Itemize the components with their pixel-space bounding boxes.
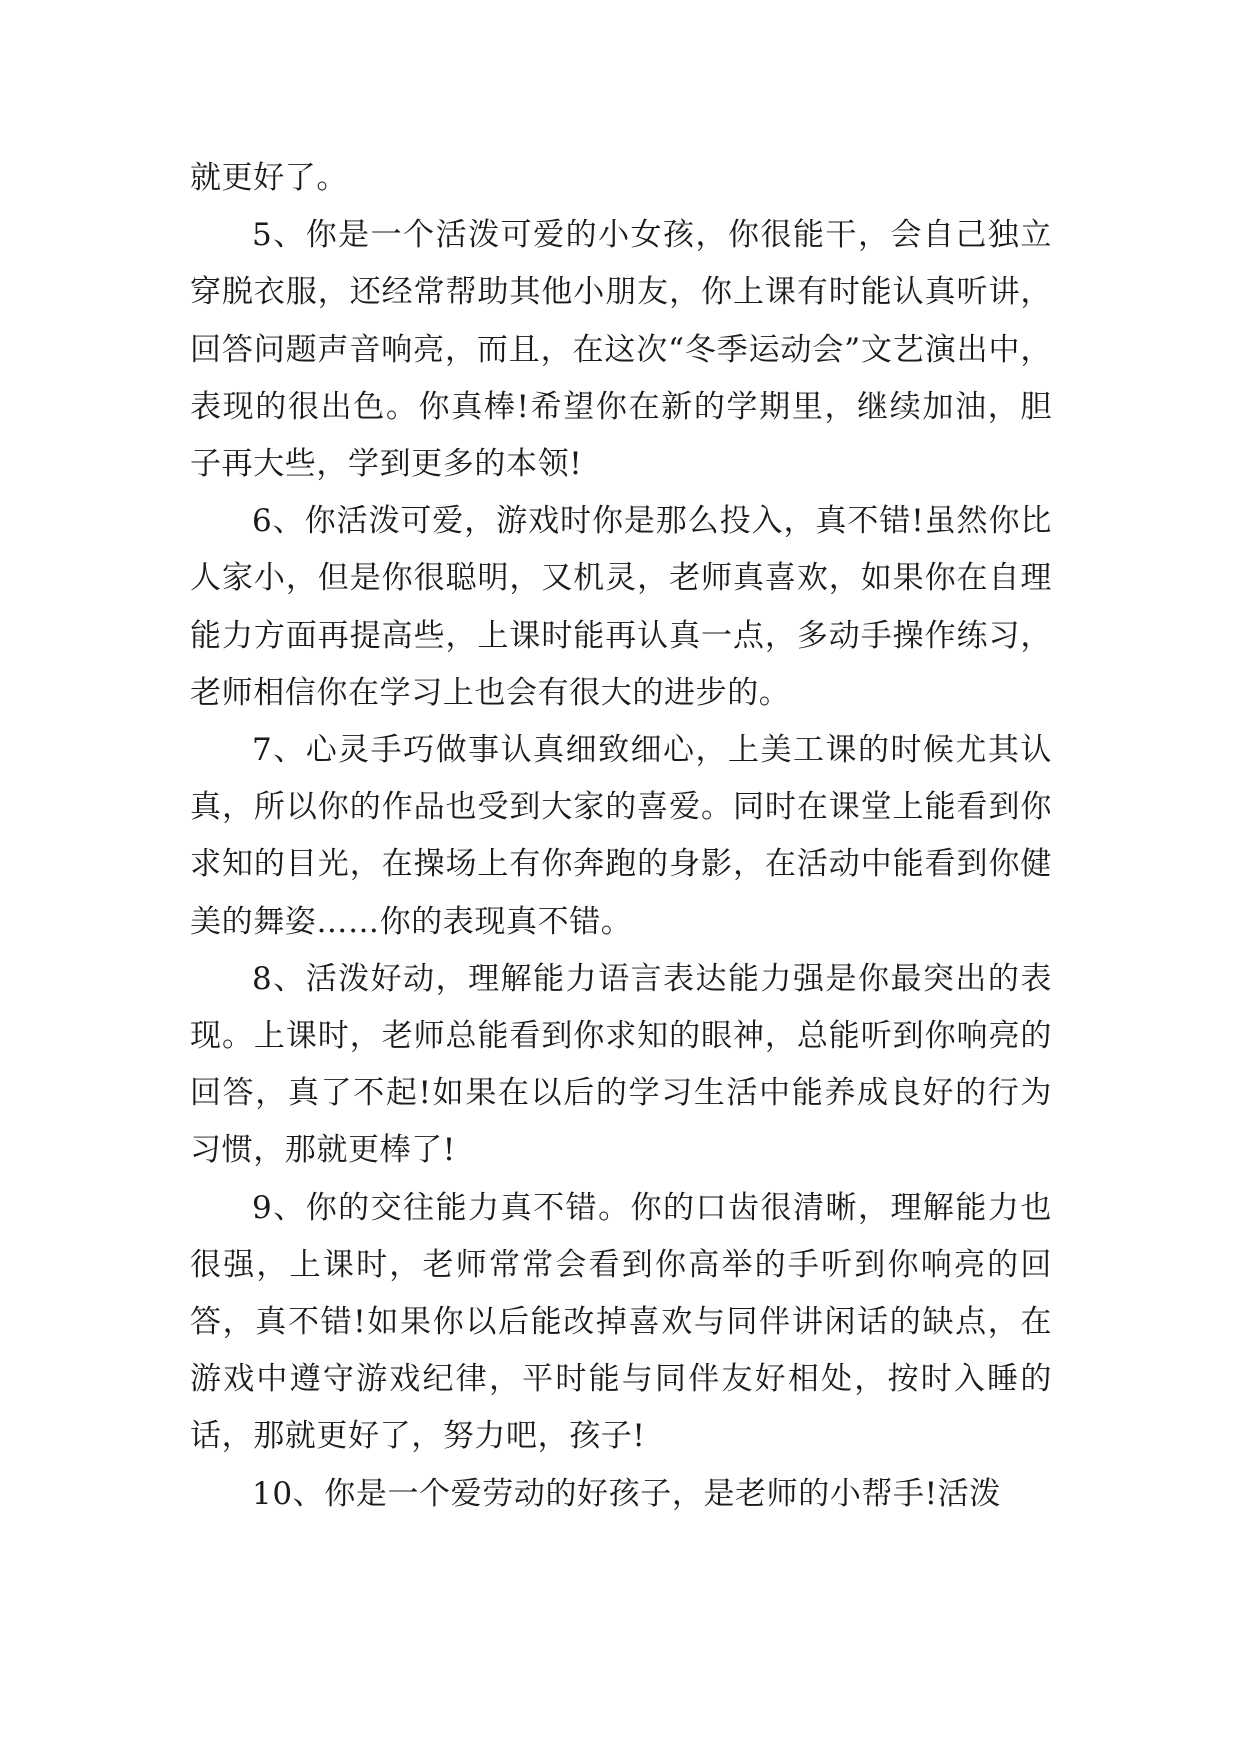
paragraph-7: 7、心灵手巧做事认真细致细心，上美工课的时候尤其认真，所以你的作品也受到大家的喜爱。同时在课堂上能看到你求知的目光，在操场上有你奔跑的身影，在活动中能看到你健美的舞姿……你的表现真不错。: [190, 732, 1052, 940]
paragraph-continuation: 就更好了。: [190, 160, 348, 196]
paragraph-9: 9、你的交往能力真不错。你的口齿很清晰，理解能力也很强，上课时，老师常常会看到你高举的手听到你响亮的回答，真不错!如果你以后能改掉喜欢与同伴讲闲话的缺点，在游戏中遵守游戏纪律，平时能与同伴友好相处，按时入睡的话，那就更好了，努力吧，孩子!: [190, 1189, 1052, 1455]
paragraph-10: 10、你是一个爱劳动的好孩子，是老师的小帮手!活泼: [252, 1475, 1001, 1512]
paragraph-5: 5、你是一个活泼可爱的小女孩，你很能干，会自己独立穿脱衣服，还经常帮助其他小朋友，你上课有时能认真听讲，回答问题声音响亮，而且，在这次“冬季运动会”文艺演出中，表现的很出色。你真棒!希望你在新的学期里，继续加油，胆子再大些，学到更多的本领!: [190, 217, 1052, 483]
paragraph-8: 8、活泼好动，理解能力语言表达能力强是你最突出的表现。上课时，老师总能看到你求知的眼神，总能听到你响亮的回答，真了不起!如果在以后的学习生活中能养成良好的行为习惯，那就更棒了!: [190, 960, 1052, 1169]
paragraph-6: 6、你活泼可爱，游戏时你是那么投入，真不错!虽然你比人家小，但是你很聪明，又机灵，老师真喜欢，如果你在自理能力方面再提高些，上课时能再认真一点，多动手操作练习，老师相信你在学习上也会有很大的进步的。: [190, 503, 1052, 711]
body-text: [190, 150, 1052, 1523]
